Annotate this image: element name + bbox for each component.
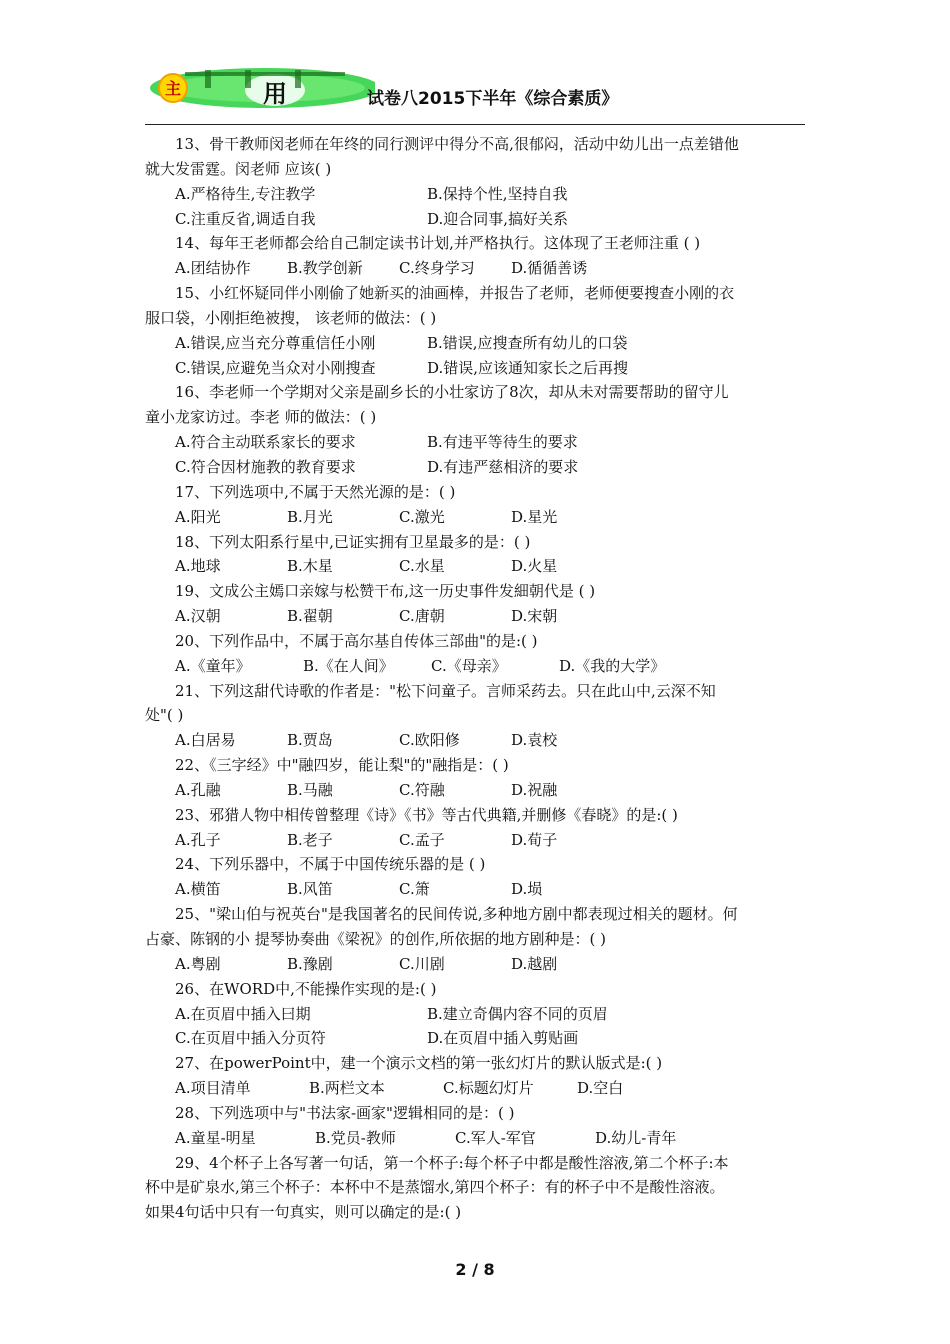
choice-option[interactable]: B.建立奇偶内容不同的页眉 (427, 1004, 608, 1023)
choice-option[interactable]: A.汉朝 (175, 607, 221, 626)
choice-option[interactable]: C.欧阳修 (399, 731, 460, 750)
choice-option[interactable]: C.终身学习 (399, 259, 475, 278)
question-stem-continued: 处"( ) (145, 706, 184, 725)
choice-option[interactable]: D.迎合同事,搞好关系 (427, 209, 569, 228)
question-stem: 17、下列选项中,不属于天然光源的是：( ) (175, 482, 456, 501)
choice-option[interactable]: B.老子 (287, 830, 333, 849)
choice-row (145, 654, 810, 679)
choice-row (145, 331, 810, 356)
question-stem-continued: 杯中是矿泉水,第三个杯子：本杯中不是蒸馏水,第四个杯子：有的杯子中不是酸性溶液。 (145, 1178, 725, 1197)
choice-option[interactable]: C.符融 (399, 780, 445, 799)
header-title: 试卷八2015下半年《综合素质》 (367, 89, 619, 109)
choice-option[interactable]: A.白居易 (175, 731, 236, 750)
choice-option[interactable]: B.错误,应搜查所有幼儿的口袋 (427, 333, 628, 352)
choice-option[interactable]: B.《在人间》 (303, 656, 394, 675)
choice-option[interactable]: A.《童年》 (175, 656, 251, 675)
question-stem: 22、《三字经》中"融四岁，能让梨"的"融指是：( ) (175, 756, 509, 775)
choice-row (145, 604, 810, 629)
question-stem: 15、小红怀疑同伴小刚偷了她新买的油画棒，并报告了老师，老师便要搜查小刚的衣 (175, 284, 735, 303)
choice-option[interactable]: B.豫剧 (287, 954, 333, 973)
choice-option[interactable]: D.有违严慈相济的要求 (427, 457, 579, 476)
question-stem: 20、下列作品中，不属于高尔基自传体三部曲"的是:( ) (175, 631, 538, 650)
choice-row (145, 256, 810, 281)
choice-option[interactable]: A.阳光 (175, 507, 221, 526)
choice-option[interactable]: B.风笛 (287, 880, 333, 899)
question-stem-continued: 如果4句话中只有一句真实，则可以确定的是:( ) (145, 1203, 462, 1222)
choice-option[interactable]: A.粤剧 (175, 954, 221, 973)
choice-option[interactable]: A.孔子 (175, 830, 221, 849)
question-list (145, 132, 810, 1225)
question-stem: 23、邪猎人物中相传曾整理《诗》《书》等古代典籍,并删修《春晓》的是:( ) (175, 805, 678, 824)
choice-option[interactable]: C.孟子 (399, 830, 445, 849)
choice-option[interactable]: C.符合因材施教的教育要求 (175, 457, 356, 476)
question-stem-continued: 服口袋，小刚拒绝被搜， 该老师的做法：( ) (145, 308, 437, 327)
choice-row (145, 952, 810, 977)
choice-option[interactable]: D.祝融 (511, 780, 558, 799)
choice-option[interactable]: A.孔融 (175, 780, 221, 799)
choice-row (145, 430, 810, 455)
choice-option[interactable]: C.标题幻灯片 (443, 1079, 534, 1098)
choice-option[interactable]: C.水星 (399, 557, 445, 576)
choice-option[interactable]: C.川剧 (399, 954, 445, 973)
choice-row (145, 1026, 810, 1051)
question-stem-continued: 童小龙家访过。李老 师的做法：( ) (145, 408, 377, 427)
question-stem: 24、下列乐器中，不属于中国传统乐器的是 ( ) (175, 855, 486, 874)
logo-icon (145, 62, 375, 112)
choice-option[interactable]: A.项目清单 (175, 1079, 251, 1098)
choice-option[interactable]: B.木星 (287, 557, 333, 576)
question-stem-continued: 就大发雷霆。闵老师 应该( ) (145, 159, 332, 178)
choice-option[interactable]: D.宋朝 (511, 607, 558, 626)
choice-row (145, 877, 810, 902)
logo-text-1: 主 (164, 79, 182, 98)
choice-row (145, 207, 810, 232)
choice-option[interactable]: D.火星 (511, 557, 558, 576)
choice-option[interactable]: C.注重反省,调适自我 (175, 209, 316, 228)
choice-option[interactable]: B.教学创新 (287, 259, 363, 278)
choice-row (145, 182, 810, 207)
choice-row (145, 455, 810, 480)
choice-row (145, 1002, 810, 1027)
question-stem: 14、每年王老师都会给自己制定读书计划,并严格执行。这体现了王老师注重 ( ) (175, 234, 701, 253)
question-stem: 16、李老师一个学期对父亲是副乡长的小壮家访了8次，却从未对需要帮助的留守儿 (175, 383, 729, 402)
choice-option[interactable]: B.党员-教师 (315, 1128, 396, 1147)
choice-option[interactable]: A.横笛 (175, 880, 221, 899)
choice-option[interactable]: A.地球 (175, 557, 221, 576)
choice-option[interactable]: D.空白 (577, 1079, 624, 1098)
choice-option[interactable]: C.箫 (399, 880, 430, 899)
choice-option[interactable]: D.在页眉中插入剪贴画 (427, 1029, 579, 1048)
question-stem: 28、下列选项中与"书法家-画家"逻辑相同的是：( ) (175, 1103, 515, 1122)
choice-option[interactable]: D.星光 (511, 507, 558, 526)
choice-option[interactable]: B.月光 (287, 507, 333, 526)
choice-option[interactable]: C.军人-军官 (455, 1128, 536, 1147)
choice-option[interactable]: B.翟朝 (287, 607, 333, 626)
choice-row (145, 554, 810, 579)
choice-option[interactable]: D.《我的大学》 (559, 656, 666, 675)
choice-option[interactable]: A.错误,应当充分尊重信任小刚 (175, 333, 376, 352)
choice-option[interactable]: D.荀子 (511, 830, 558, 849)
choice-option[interactable]: D.越剧 (511, 954, 558, 973)
choice-option[interactable]: B.马融 (287, 780, 333, 799)
choice-row (145, 728, 810, 753)
choice-row (145, 356, 810, 381)
choice-option[interactable]: D.幼儿-青年 (595, 1128, 677, 1147)
choice-option[interactable]: A.符合主动联系家长的要求 (175, 433, 356, 452)
choice-option[interactable]: B.贾岛 (287, 731, 333, 750)
question-stem: 25、"梁山伯与祝英台"是我国著名的民间传说,多种地方剧中都表现过相关的题材。何 (175, 905, 738, 924)
choice-option[interactable]: A.在页眉中插入曰期 (175, 1004, 311, 1023)
choice-option[interactable]: B.有违平等待生的要求 (427, 433, 578, 452)
choice-row (145, 778, 810, 803)
question-stem: 18、下列太阳系行星中,已证实拥有卫星最多的是：( ) (175, 532, 531, 551)
question-stem: 21、下列这甜代诗歌的作者是："松下问童子。言师采药去。只在此山中,云深不知 (175, 681, 716, 700)
choice-option[interactable]: D.袁校 (511, 731, 558, 750)
question-stem: 13、骨干教师闵老师在年终的同行测评中得分不高,很郁闷，活动中幼儿出一点差错他 (175, 135, 739, 153)
choice-row (145, 828, 810, 853)
question-stem: 19、文成公主嫣口亲嫁与松赞干布,这一历史事件发細朝代是 ( ) (175, 582, 596, 601)
choice-option[interactable]: A.童星-明星 (175, 1128, 256, 1147)
choice-option[interactable]: B.保持个性,坚持自我 (427, 184, 568, 203)
page-header (145, 62, 805, 124)
choice-option[interactable]: D.循循善诱 (511, 259, 588, 278)
question-stem-continued: 占豪、陈钢的小 提琴协奏曲《梁祝》的创作,所依据的地方剧种是：( ) (145, 930, 607, 948)
choice-option[interactable]: D.埙 (511, 880, 543, 899)
choice-row (145, 505, 810, 530)
choice-row (145, 1126, 810, 1151)
choice-row (145, 1076, 810, 1101)
choice-option[interactable]: C.唐朝 (399, 607, 445, 626)
page-number: 2 / 8 (455, 1260, 495, 1279)
logo-text-2: 用 (263, 79, 287, 108)
choice-option[interactable]: C.激光 (399, 507, 445, 526)
choice-option[interactable]: C.在页眉中插入分页符 (175, 1029, 326, 1048)
header-divider (145, 124, 805, 125)
choice-option[interactable]: A.团结协作 (175, 259, 251, 278)
choice-option[interactable]: C.错误,应避免当众对小刚搜查 (175, 358, 376, 377)
question-stem: 27、在powerPoint中，建一个演示文档的第一张幻灯片的默认版式是:( ) (175, 1054, 663, 1073)
question-stem: 29、4个杯子上各写著一句话，第一个杯子:每个杯子中都是酸性溶液,第二个杯子:本 (175, 1153, 729, 1172)
question-stem: 26、在WORD中,不能操作实现的是:( ) (175, 979, 437, 998)
choice-option[interactable]: D.错误,应该通知家长之后再搜 (427, 358, 629, 377)
choice-option[interactable]: C.《母亲》 (431, 656, 507, 675)
choice-option[interactable]: B.两栏文本 (309, 1079, 385, 1098)
choice-option[interactable]: A.严格待生,专注教学 (175, 184, 316, 203)
